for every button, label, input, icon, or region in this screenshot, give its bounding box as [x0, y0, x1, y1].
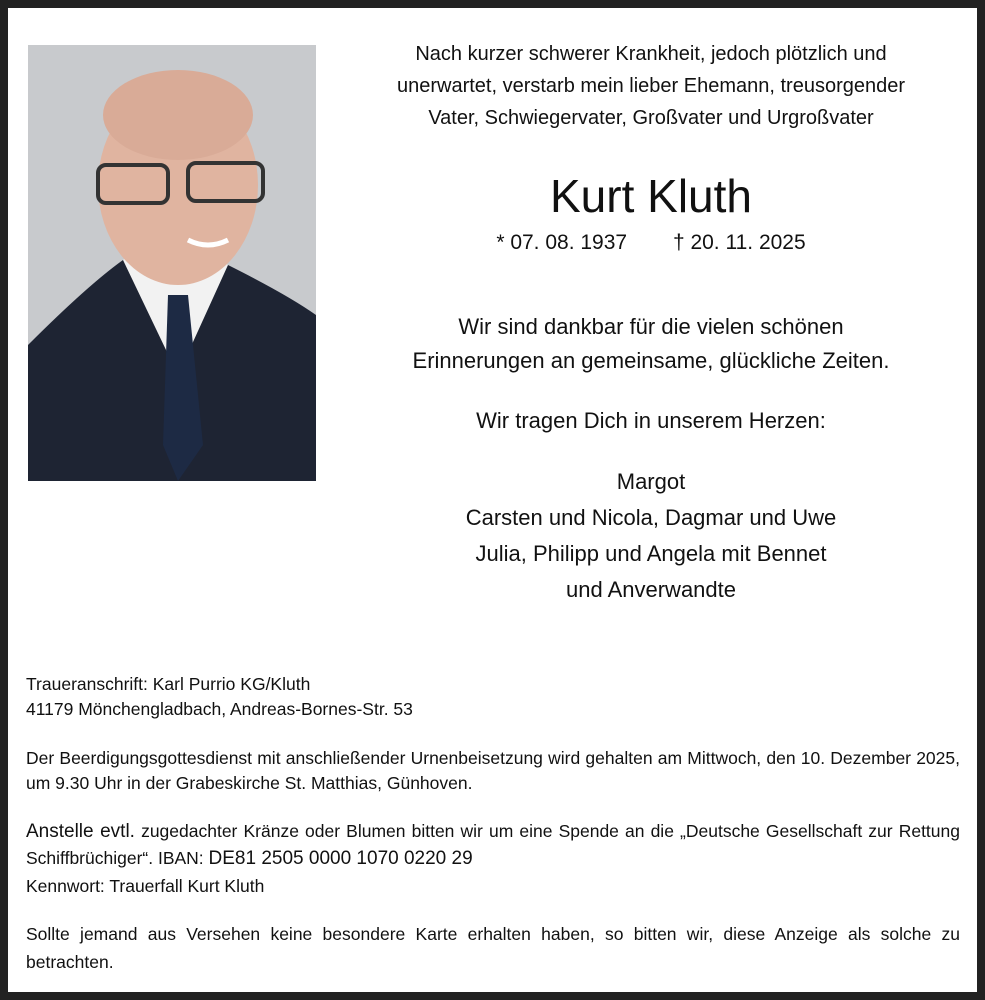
- intro-line: unerwartet, verstarb mein lieber Ehemann, treusorgender: [396, 75, 906, 97]
- heart-text: Wir tragen Dich in unserem Herzen:: [476, 408, 826, 433]
- thanks-line: Wir sind dankbar für die vielen schönen: [458, 314, 844, 339]
- birth-date: * 07. 08. 1937: [496, 231, 628, 254]
- deceased-name: Kurt Kluth: [550, 170, 752, 222]
- donation-info: [26, 818, 960, 872]
- family-line: und Anverwandte: [565, 577, 737, 602]
- thanks-line: Erinnerungen an gemeinsame, glückliche Zeiten.: [412, 348, 890, 373]
- intro-line: Vater, Schwiegervater, Großvater und Urgroßvater: [428, 107, 874, 129]
- family-line: Carsten und Nicola, Dagmar und Uwe: [465, 505, 837, 530]
- intro-line: Nach kurzer schwerer Krankheit, jedoch plötzlich und: [415, 43, 887, 65]
- mourning-address: [26, 672, 960, 722]
- iban: DE81 2505 0000 1070 0220 29: [208, 848, 473, 869]
- family-list: [348, 464, 954, 608]
- donation-lead: Anstelle evtl.: [26, 821, 135, 842]
- closing-note: Sollte jemand aus Versehen keine besondere Karte erhalten haben, so bitten wir, diese Anzeige als solche zu betrachten.: [26, 924, 960, 972]
- service-info: Der Beerdigungsgottesdienst mit anschließender Urnenbeisetzung wird gehalten am Mittwoch, den 10. Dezember 2025, um 9.30 Uhr in der Grabeskirche St. Matthias, Günhoven.: [26, 748, 960, 793]
- address-line: 41179 Mönchengladbach, Andreas-Bornes-Str. 53: [26, 699, 413, 719]
- intro-text: [348, 38, 954, 134]
- keyword: Kennwort: Trauerfall Kurt Kluth: [26, 876, 265, 896]
- address-line: Traueranschrift: Karl Purrio KG/Kluth: [26, 674, 311, 694]
- death-date: † 20. 11. 2025: [672, 231, 806, 254]
- family-line: Julia, Philipp und Angela mit Bennet: [475, 541, 827, 566]
- life-dates: [348, 231, 954, 255]
- obituary-card: [8, 8, 977, 992]
- thanks-text: [348, 310, 954, 378]
- donation-text: zugedachter Kränze oder Blumen bitten wir um eine Spende an die „Deutsche Gesellschaft zur Rettung Schiffbrüchiger“. IBAN:: [26, 821, 960, 868]
- family-line: Margot: [616, 469, 686, 494]
- portrait-photo: [28, 45, 316, 481]
